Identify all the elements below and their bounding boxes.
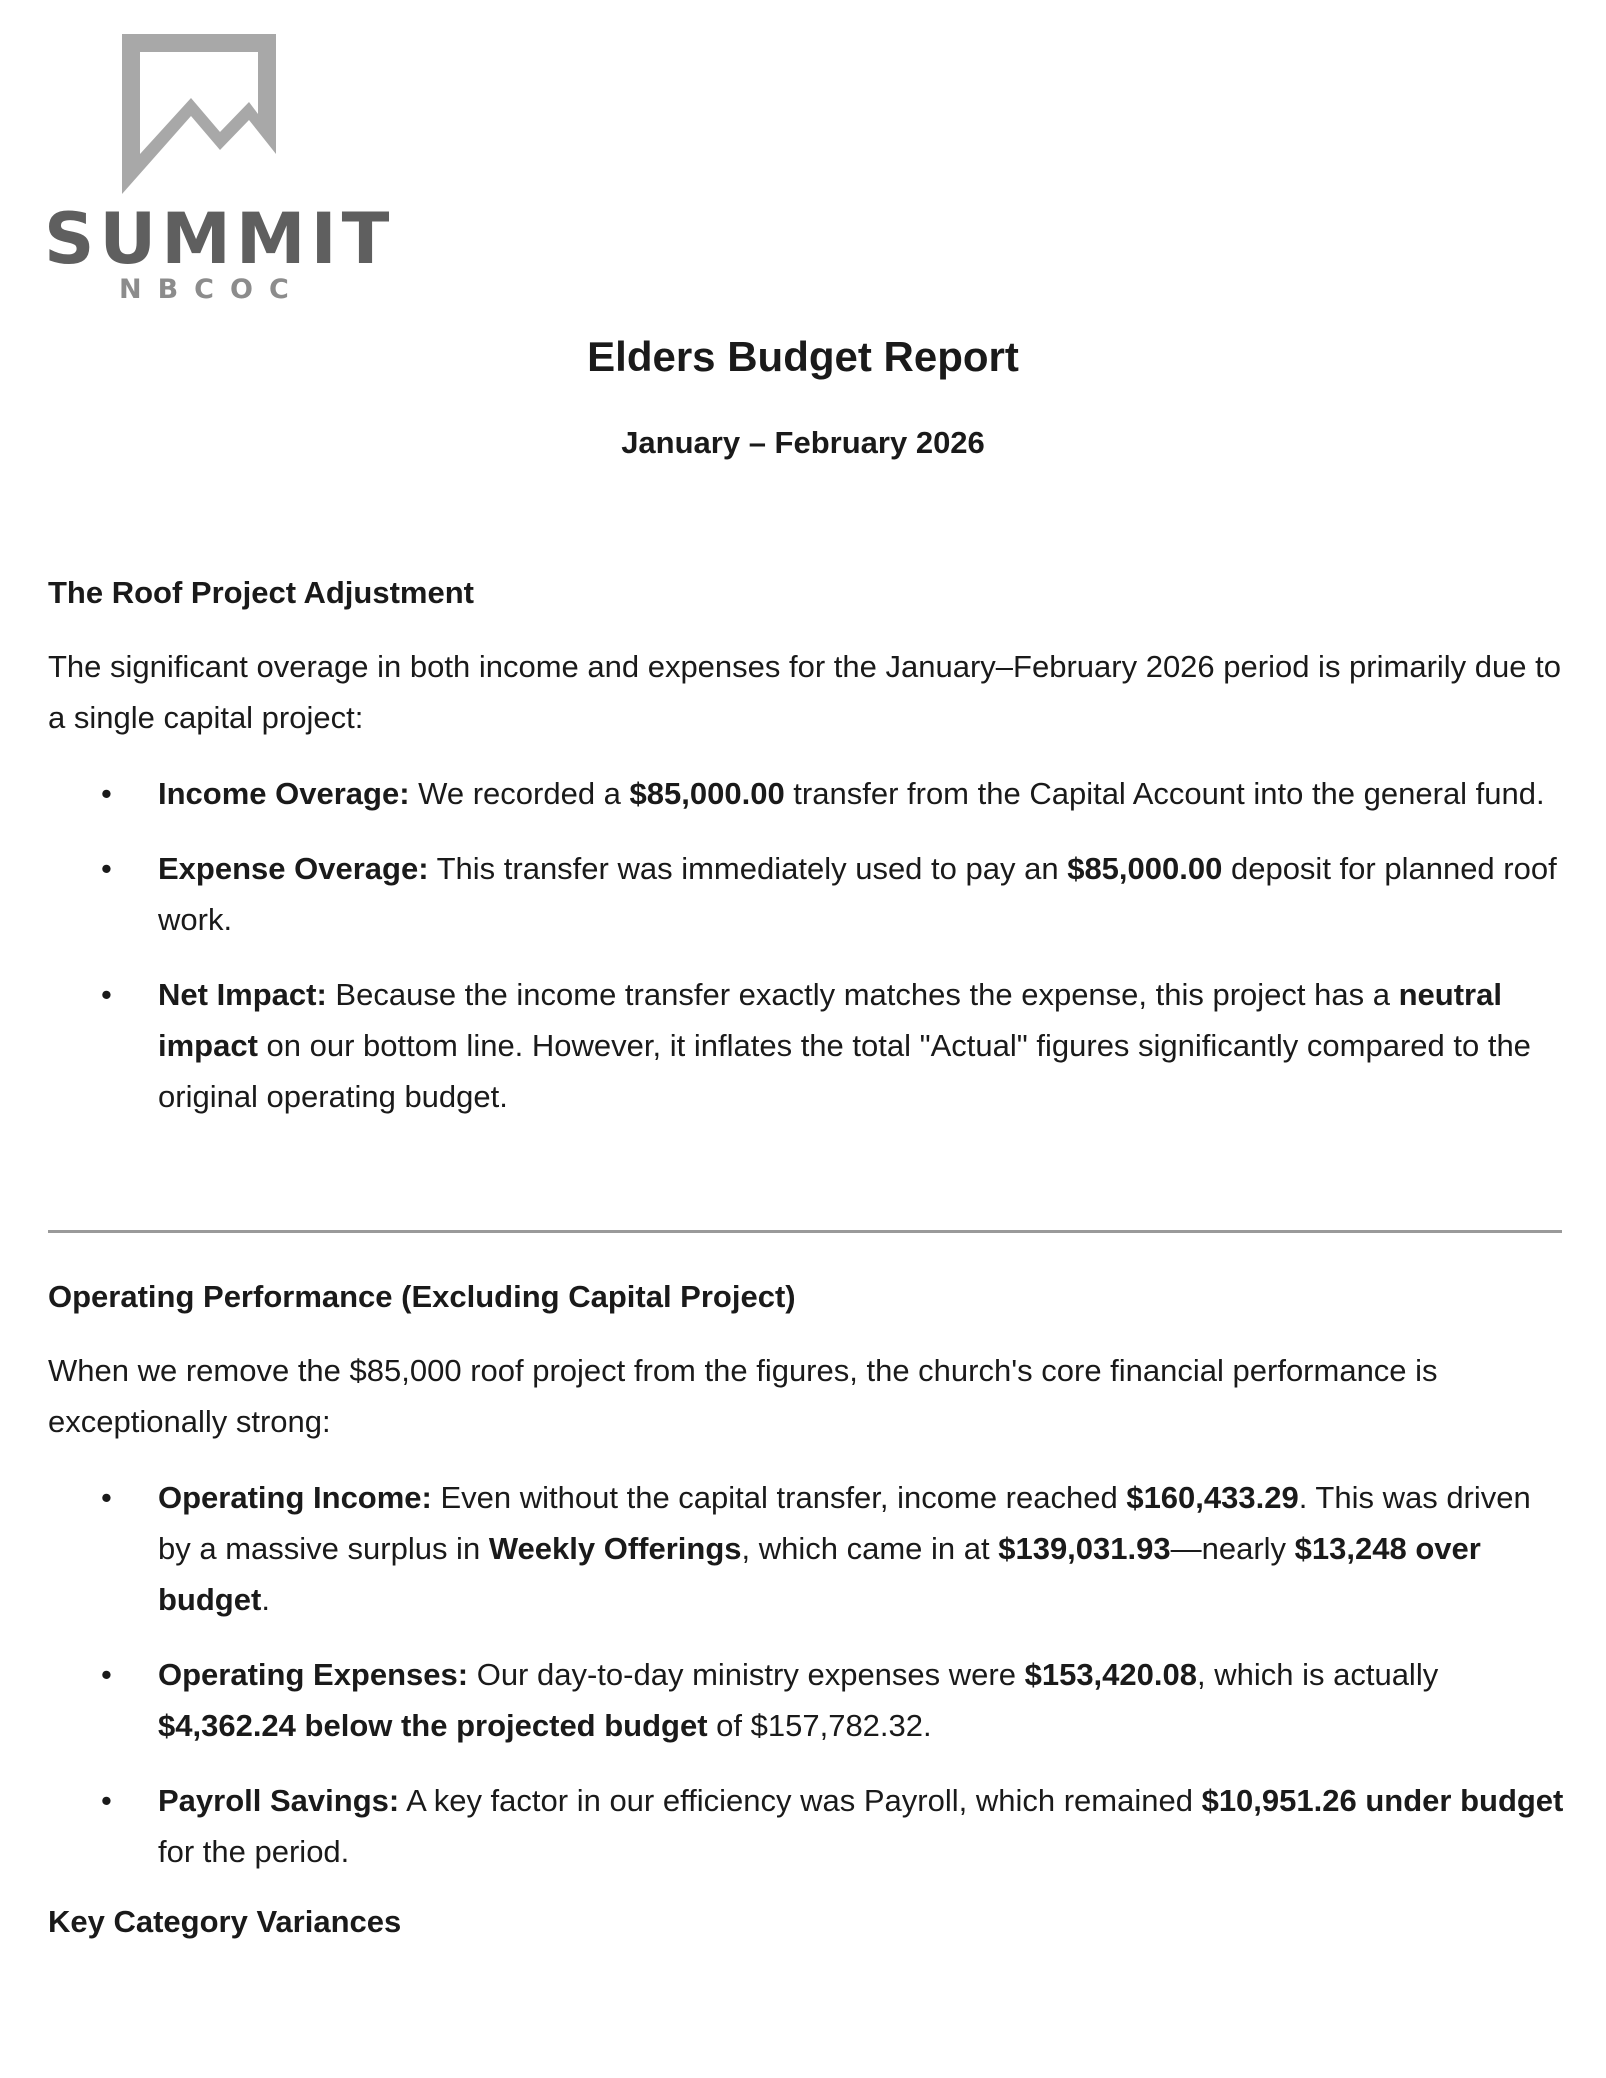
mountain-flag-icon [44, 26, 374, 206]
bullet-text: for the period. [158, 1834, 350, 1870]
bullet-text: transfer from the Capital Account into the general fund. [784, 776, 1545, 812]
bullet-label: Income Overage: [158, 776, 410, 812]
bullet-emphasis: $153,420.08 [1024, 1657, 1197, 1693]
operating-section [48, 1278, 1568, 1940]
bullet-emphasis: $139,031.93 [998, 1531, 1171, 1567]
bullet-text: . [261, 1582, 270, 1618]
list-item [48, 1472, 1568, 1625]
bullet-text: —nearly [1170, 1531, 1295, 1567]
list-item [48, 1649, 1568, 1751]
bullet-text: on our bottom line. However, it inflates the total "Actual" figures significantly compared to the original operating budget. [158, 1028, 1531, 1115]
bullet-emphasis: $160,433.29 [1126, 1480, 1299, 1516]
bullet-label: Expense Overage: [158, 851, 429, 887]
bullet-text: Our day-to-day ministry expenses were [468, 1657, 1025, 1693]
bullet-emphasis: $85,000.00 [1067, 851, 1223, 887]
bullet-label: Net Impact: [158, 977, 327, 1013]
bullet-text: . This was driven by a massive surplus in [158, 1480, 1531, 1567]
logo-subtitle: NBCOC [119, 274, 305, 305]
page-title: Elders Budget Report [587, 333, 1019, 380]
summit-logo [44, 26, 395, 306]
bullet-text: Even without the capital transfer, income reached [431, 1480, 1127, 1516]
bullet-icon: • [101, 1480, 112, 1516]
bullet-text: A key factor in our efficiency was Payroll, which remained [399, 1783, 1202, 1819]
list-item [48, 969, 1568, 1122]
bullet-text: deposit for planned roof work. [158, 851, 1557, 938]
section-divider [48, 1230, 1562, 1233]
bullet-text: , which came in at [741, 1531, 999, 1567]
list-item [48, 1775, 1568, 1877]
bullet-emphasis: neutral impact [158, 977, 1502, 1064]
report-period: January – February 2026 [621, 425, 985, 460]
bullet-emphasis: $10,951.26 under budget [1201, 1783, 1564, 1819]
logo-wordmark: SUMMIT [44, 198, 395, 280]
bullet-text: , which is actually [1197, 1657, 1439, 1693]
bullet-icon: • [101, 851, 112, 887]
bullet-text: Because the income transfer exactly matches the expense, this project has a [326, 977, 1399, 1013]
bullet-label: Operating Income: [158, 1480, 432, 1516]
bullet-icon: • [101, 977, 112, 1013]
bullet-icon: • [101, 776, 112, 812]
list-item [48, 843, 1568, 945]
operating-intro: When we remove the $85,000 roof project from the figures, the church's core financial performance is exceptionally strong: [48, 1353, 1438, 1440]
bullet-emphasis: $85,000.00 [629, 776, 785, 812]
bullet-text: of $157,782.32. [707, 1708, 932, 1744]
bullet-emphasis: $13,248 over budget [158, 1531, 1481, 1618]
bullet-text: We recorded a [409, 776, 630, 812]
roof-heading: The Roof Project Adjustment [48, 575, 474, 610]
roof-intro: The significant overage in both income and expenses for the January–February 2026 period is primarily due to a single capital project: [48, 649, 1561, 736]
bullet-emphasis: $4,362.24 below the projected budget [158, 1708, 708, 1744]
operating-bullet-list [48, 1472, 1568, 1877]
bullet-label: Payroll Savings: [158, 1783, 400, 1819]
variances-heading: Key Category Variances [48, 1904, 402, 1940]
roof-bullet-list [48, 768, 1568, 1122]
bullet-icon: • [101, 1783, 112, 1819]
bullet-text: This transfer was immediately used to pay an [428, 851, 1068, 887]
operating-heading: Operating Performance (Excluding Capital Project) [48, 1279, 796, 1314]
bullet-emphasis: Weekly Offerings [488, 1531, 742, 1567]
list-item [48, 768, 1568, 819]
roof-project-section [48, 574, 1568, 1122]
bullet-icon: • [101, 1657, 112, 1693]
bullet-label: Operating Expenses: [158, 1657, 469, 1693]
